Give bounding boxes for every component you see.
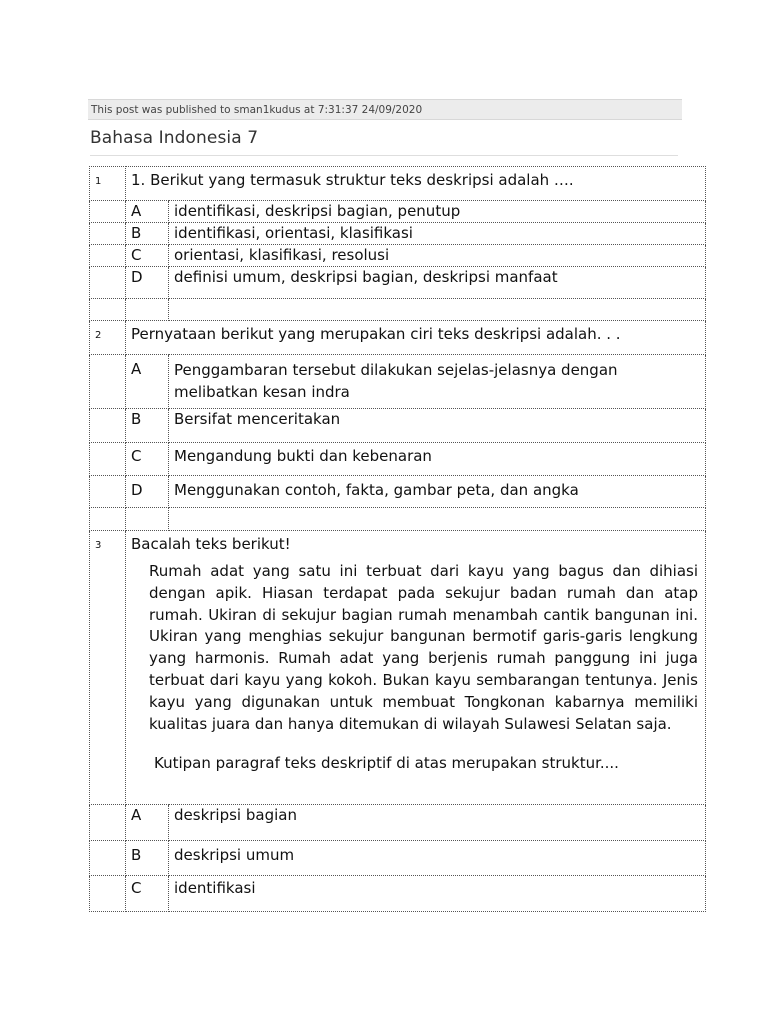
option-row [90,267,706,299]
option-row [90,805,706,841]
option-letter: C [126,245,169,267]
question-text: 1. Berikut yang termasuk struktur teks deskripsi adalah …. [126,167,706,201]
option-row [90,841,706,876]
option-text: Menggunakan contoh, fakta, gambar peta, dan angka [169,476,706,508]
option-row [90,245,706,267]
option-text: deskripsi umum [169,841,706,876]
question-number: 1 [90,167,126,201]
option-letter: B [126,409,169,443]
option-row [90,409,706,443]
question-table [89,166,706,912]
spacer-row [90,508,706,531]
question-row [90,321,706,355]
option-row [90,443,706,476]
question-number: 2 [90,321,126,355]
question-row [90,531,706,805]
option-letter: C [126,876,169,912]
question-prompt: Kutipan paragraf teks deskriptif di atas merupakan struktur.... [154,754,619,773]
document-title: Bahasa Indonesia 7 [90,128,259,148]
title-divider [90,155,678,156]
question-text: Pernyataan berikut yang merupakan ciri teks deskripsi adalah. . . [126,321,706,355]
option-row [90,876,706,912]
option-text: identifikasi, deskripsi bagian, penutup [169,201,706,223]
option-row [90,476,706,508]
question-number: 3 [90,531,126,805]
option-row [90,201,706,223]
option-letter: A [126,355,169,409]
option-letter: C [126,443,169,476]
option-text: Mengandung bukti dan kebenaran [169,443,706,476]
option-letter: B [126,841,169,876]
reading-instruction: Bacalah teks berikut! [131,535,291,553]
option-row [90,355,706,409]
option-text: Bersifat menceritakan [169,409,706,443]
option-letter: B [126,223,169,245]
option-text-line1: Penggambaran tersebut dilakukan sejelas-jelasnya dengan [174,361,618,379]
spacer-row [90,299,706,321]
option-letter: A [126,201,169,223]
reading-passage: Rumah adat yang satu ini terbuat dari kayu yang bagus dan dihiasi dengan apik. Hiasan terdapat pada sekujur badan rumah dan atap rumah. Ukiran di sekujur bagian rumah menambah cantik bangunan ini. Ukiran yang menghias sekujur bangunan bermotif garis-garis lengkung yang harmonis. Rumah adat yang berjenis rumah panggung ini juga terbuat dari kayu yang kokoh. Bukan kayu sembarangan tentunya. Jenis kayu yang digunakan untuk membuat Tongkonan kabarnya memiliki kualitas juara dan hanya ditemukan di wilayah Sulawesi Selatan saja. [149,562,698,733]
option-letter: D [126,476,169,508]
option-text: orientasi, klasifikasi, resolusi [169,245,706,267]
publish-info-bar: This post was published to sman1kudus at 7:31:37 24/09/2020 [88,99,682,120]
option-row [90,223,706,245]
option-text: deskripsi bagian [169,805,706,841]
option-text: identifikasi [169,876,706,912]
option-text: definisi umum, deskripsi bagian, deskripsi manfaat [169,267,706,299]
question-row [90,167,706,201]
option-text: identifikasi, orientasi, klasifikasi [169,223,706,245]
option-letter: A [126,805,169,841]
option-letter: D [126,267,169,299]
option-text-line2: melibatkan kesan indra [174,383,350,401]
